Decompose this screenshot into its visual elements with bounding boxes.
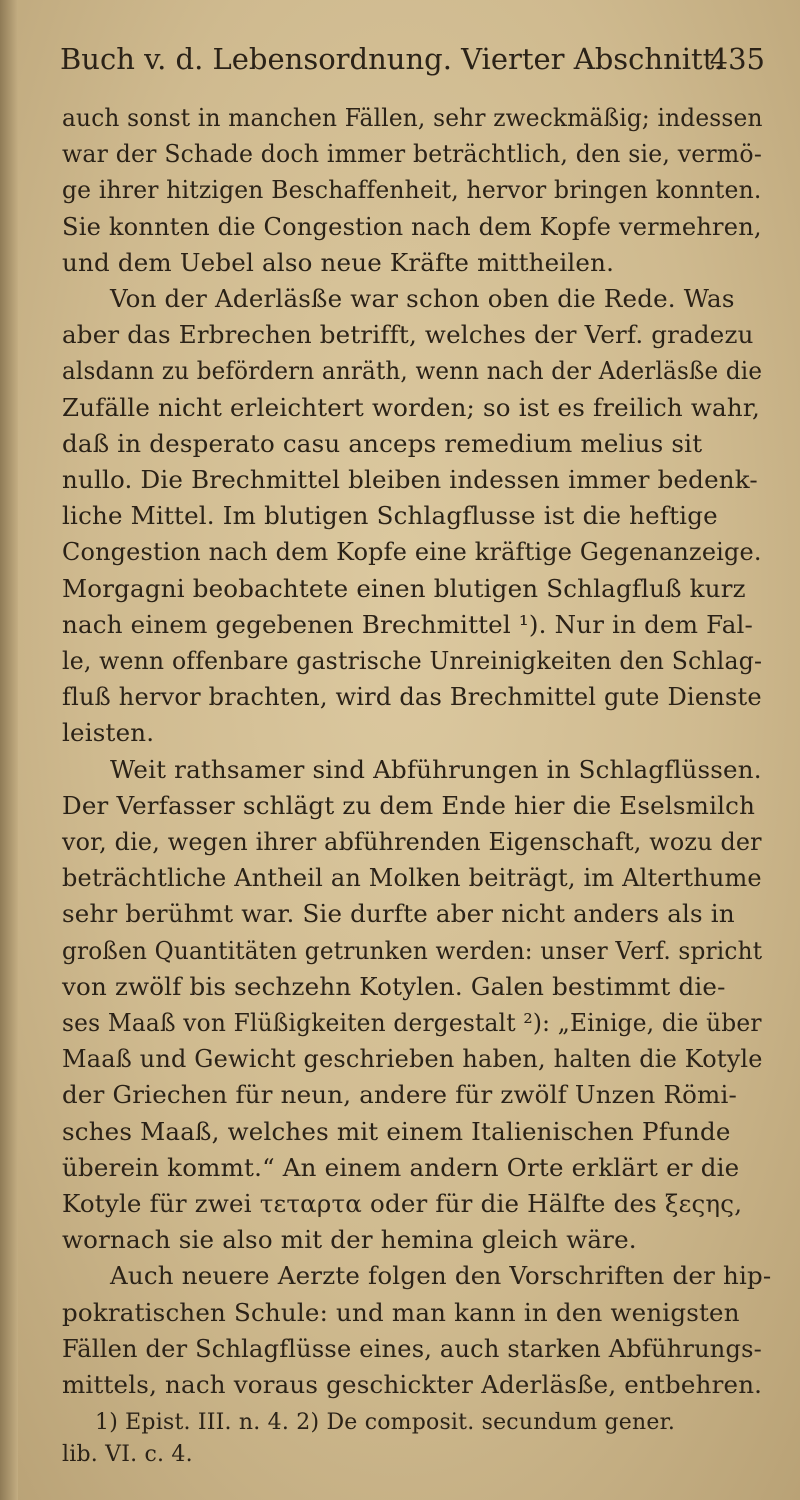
running-header	[60, 42, 770, 90]
text-line: Congestion nach dem Kopfe eine kräftige Gegenanzeige.	[62, 537, 762, 567]
text-line: Sie konnten die Congestion nach dem Kopfe vermehren,	[62, 211, 762, 241]
text-line: Zufälle nicht erleichtert worden; so ist es freilich wahr,	[62, 392, 761, 422]
text-line: und dem Uebel also neue Kräfte mittheilen.	[62, 247, 615, 277]
paragraph-start-line: Von der Aderläsße war schon oben die Rede. Was	[110, 284, 735, 313]
text-line: pokratischen Schule: und man kann in den wenigsten	[62, 1297, 740, 1327]
page-number: 435	[709, 42, 765, 76]
text-line: Maaß und Gewicht geschrieben haben, halten die Kotyle	[62, 1044, 763, 1074]
footnote-line: 1) Epist. III. n. 4. 2) De composit. secundum gener.	[95, 1410, 676, 1436]
paragraph-start-line: Weit rathsamer sind Abführungen in Schlagflüssen.	[110, 754, 762, 784]
paragraph-start-line: Auch neuere Aerzte folgen den Vorschriften der hip-	[110, 1261, 772, 1291]
text-line: leisten.	[62, 718, 155, 748]
text-line: beträchtliche Antheil an Molken beiträgt, im Alterthume	[62, 863, 762, 893]
text-line: der Griechen für neun, andere für zwölf Unzen Römi-	[62, 1080, 738, 1110]
text-line: auch sonst in manchen Fällen, sehr zweckmäßig; indessen	[62, 103, 763, 132]
text-line: wornach sie also mit der hemina gleich wäre.	[62, 1225, 637, 1255]
text-line: mittels, nach voraus geschickter Aderläsße, entbehren.	[62, 1370, 763, 1399]
text-line: nach einem gegebenen Brechmittel ¹). Nur in dem Fal-	[62, 609, 754, 639]
text-line: überein kommt.“ An einem andern Orte erklärt er die	[62, 1152, 740, 1182]
text-line: Morgagni beobachtete einen blutigen Schlagfluß kurz	[62, 573, 746, 603]
header-title: Buch v. d. Lebensordnung. Vierter Abschnitt.	[60, 42, 724, 76]
text-line: le, wenn offenbare gastrische Unreinigkeiten den Schlag-	[62, 646, 763, 675]
footnote-line: lib. VI. c. 4.	[62, 1442, 193, 1468]
text-line: war der Schade doch immer beträchtlich, den sie, vermö-	[62, 139, 762, 169]
text-line: nullo. Die Brechmittel bleiben indessen immer bedenk-	[62, 465, 758, 494]
text-line: Kotyle für zwei τεταρτα oder für die Hälfte des ξεςης,	[62, 1189, 743, 1218]
text-line: vor, die, wegen ihrer abführenden Eigenschaft, wozu der	[62, 827, 762, 856]
text-line: Der Verfasser schlägt zu dem Ende hier die Eselsmilch	[62, 790, 756, 820]
text-line: ge ihrer hitzigen Beschaffenheit, hervor bringen konnten.	[62, 175, 762, 205]
text-line: daß in desperato casu anceps remedium melius sit	[62, 428, 703, 458]
text-line: liche Mittel. Im blutigen Schlagflusse ist die heftige	[62, 501, 718, 531]
text-line: großen Quantitäten getrunken werden: unser Verf. spricht	[62, 935, 763, 965]
text-line: ses Maaß von Flüßigkeiten dergestalt ²): „Einige, die über	[62, 1008, 762, 1037]
text-line: sches Maaß, welches mit einem Italienischen Pfunde	[62, 1116, 731, 1146]
text-line: alsdann zu befördern anräth, wenn nach der Aderläsße die	[62, 356, 763, 386]
text-line: von zwölf bis sechzehn Kotylen. Galen bestimmt die-	[62, 971, 726, 1001]
text-line: aber das Erbrechen betrifft, welches der Verf. gradezu	[62, 320, 754, 350]
text-line: fluß hervor brachten, wird das Brechmittel gute Dienste	[62, 682, 762, 712]
text-line: Fällen der Schlagflüsse eines, auch starken Abführungs-	[62, 1333, 762, 1363]
text-line: sehr berühmt war. Sie durfte aber nicht anders als in	[62, 899, 735, 929]
page-gutter	[0, 0, 18, 1500]
